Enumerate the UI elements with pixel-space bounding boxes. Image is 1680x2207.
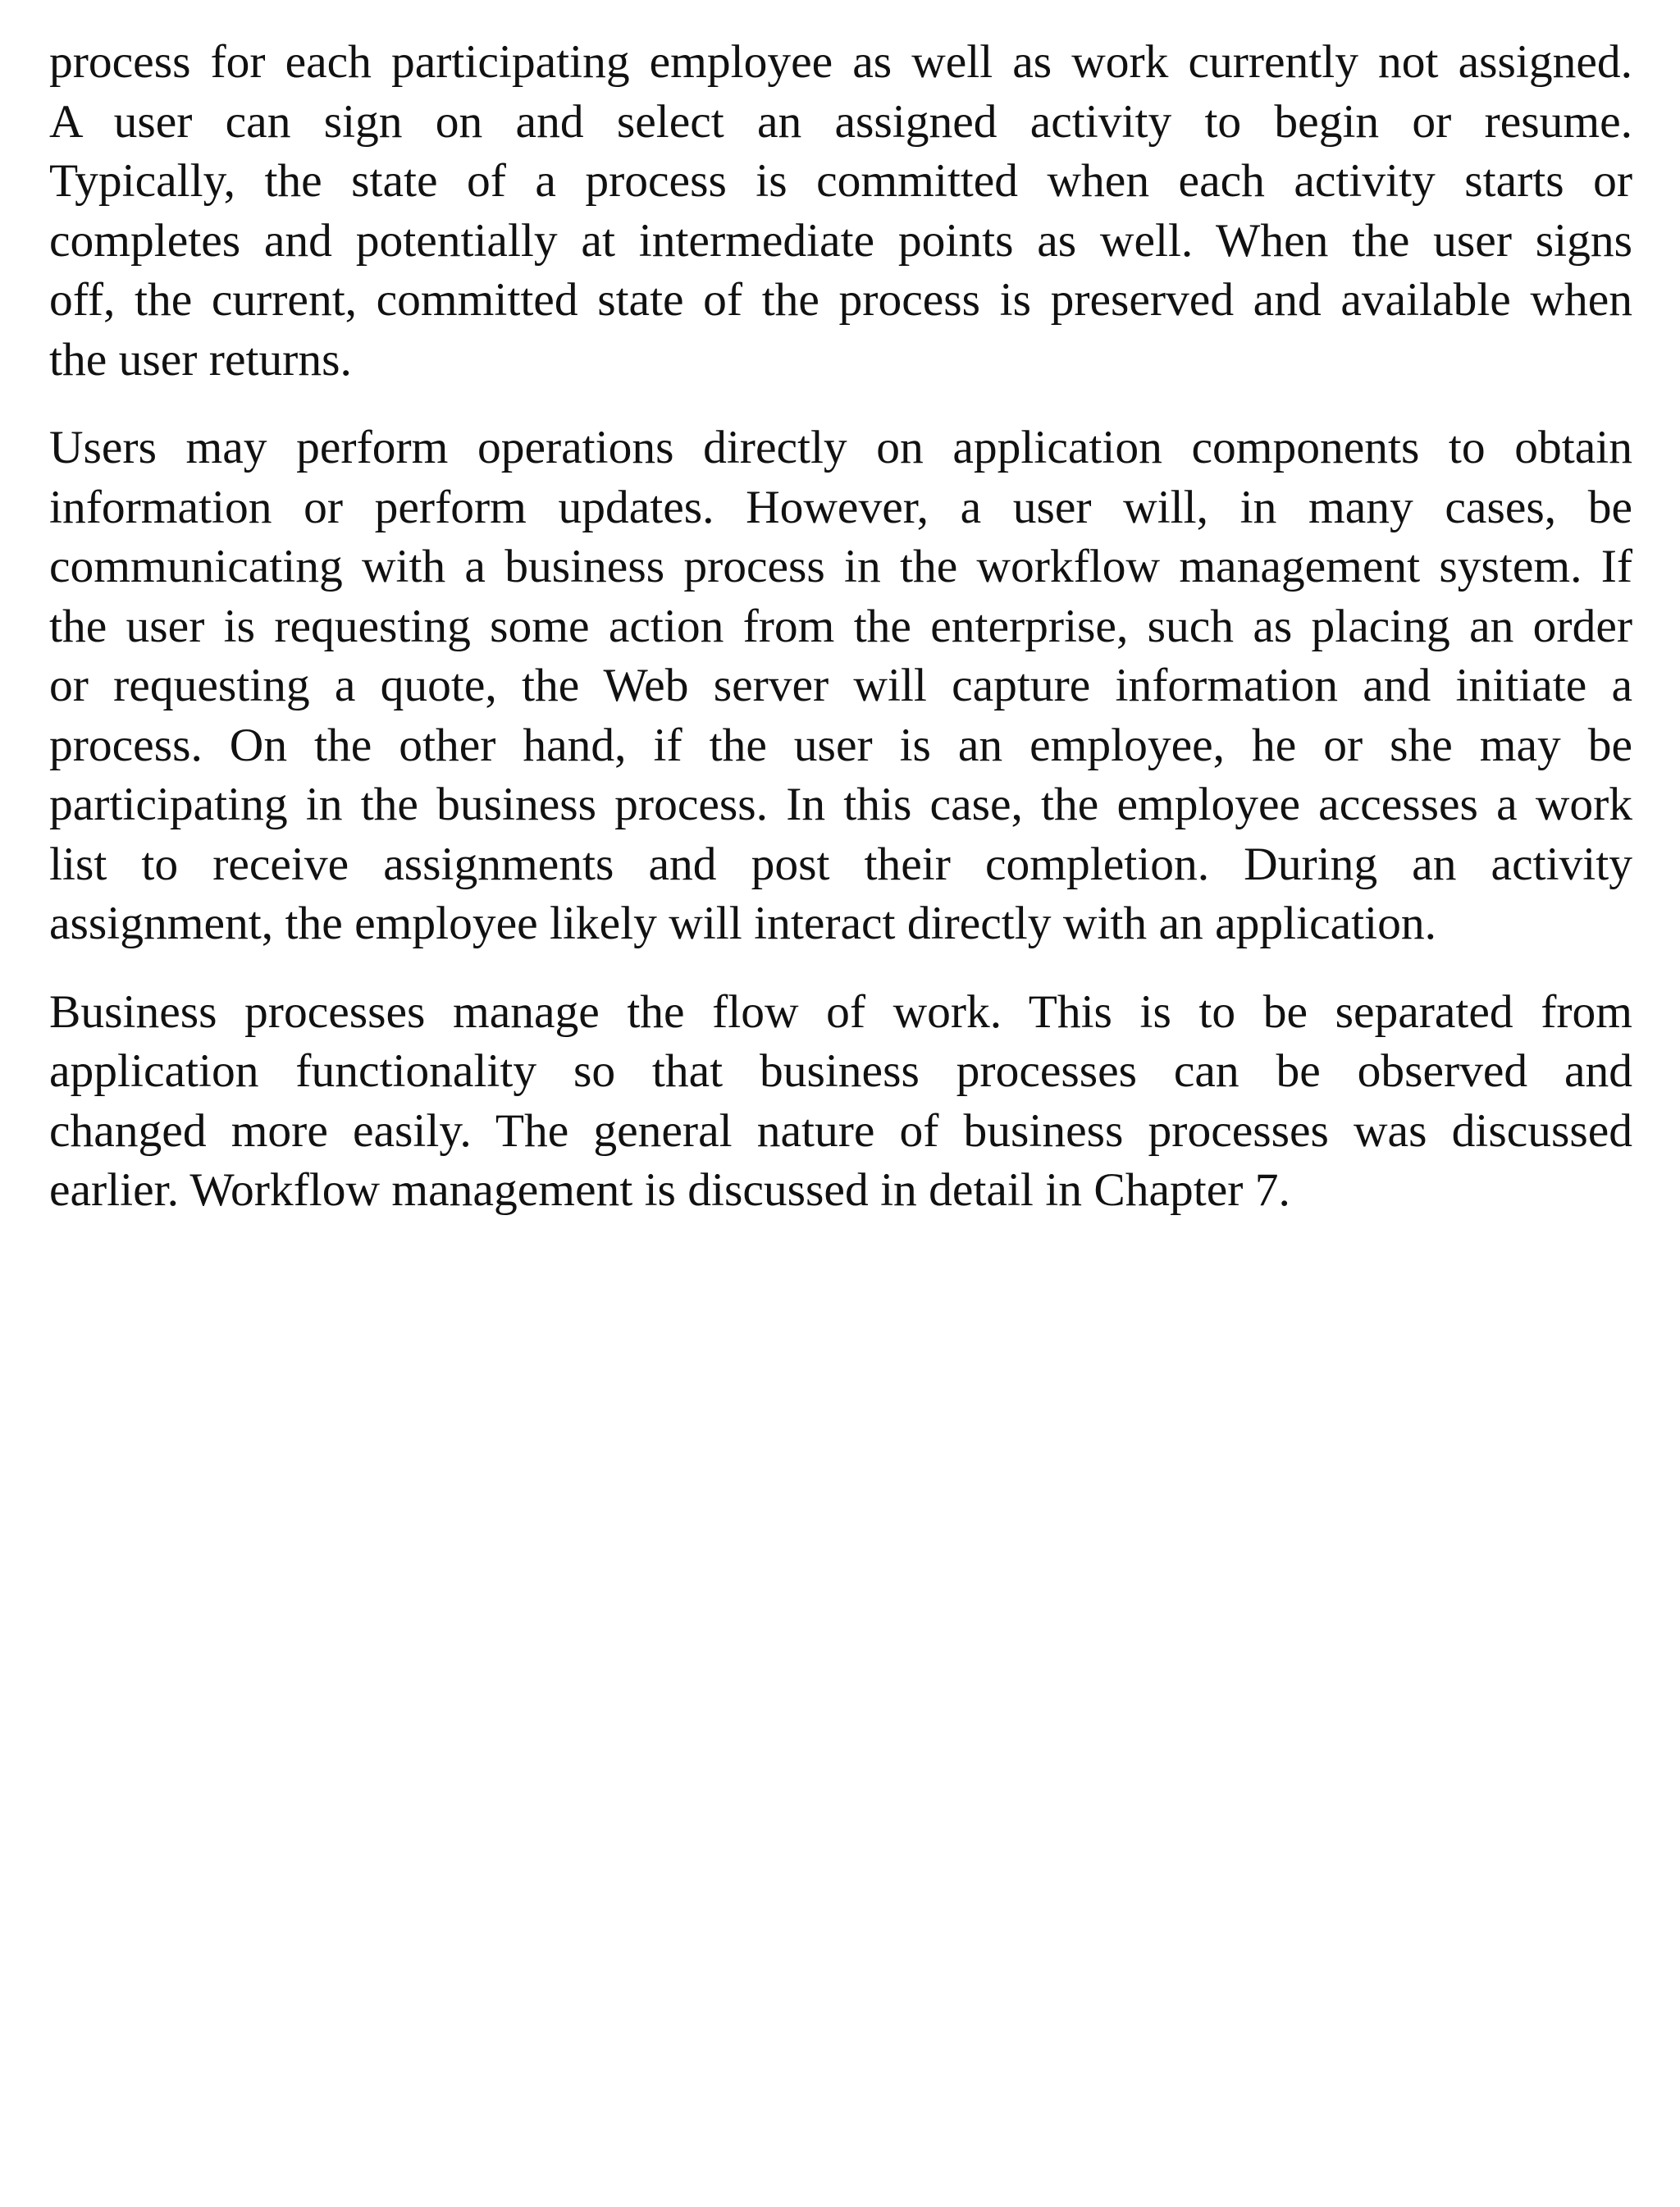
text-line: the user returns. [49,333,352,386]
text-line: Business processes manage the flow of work. This is to be separated from [49,985,1632,1038]
text-line: information or perform updates. However, a user will, in many cases, be [49,481,1632,533]
text-line: changed more easily. The general nature of business processes was discussed [49,1104,1632,1157]
paragraph-1 [49,33,1632,390]
text-line: earlier. Workflow management is discussed in detail in Chapter 7. [49,1164,1290,1216]
text-line: Users may perform operations directly on application components to obtain [49,422,1632,473]
text-line: assignment, the employee likely will interact directly with an application. [49,898,1436,949]
text-line: application functionality so that business processes can be observed and [49,1045,1632,1097]
text-line: off, the current, committed state of the process is preserved and available when [49,274,1632,326]
text-line: communicating with a business process in the workflow management system. If [49,541,1632,592]
paragraph-2 [49,418,1632,954]
text-line: or requesting a quote, the Web server will capture information and initiate a [49,660,1632,711]
text-line: the user is requesting some action from the enterprise, such as placing an order [49,600,1632,652]
text-line: list to receive assignments and post their completion. During an activity [49,838,1632,890]
text-line: process for each participating employee as well as work currently not assigned. [49,36,1632,88]
text-line: A user can sign on and select an assigned activity to begin or resume. [49,95,1632,148]
paragraph-3 [49,983,1632,1221]
document-page [49,33,1632,1221]
text-line: Typically, the state of a process is committed when each activity starts or [49,155,1632,207]
text-line: participating in the business process. In this case, the employee accesses a work [49,779,1632,830]
text-line: completes and potentially at intermediate points as well. When the user signs [49,214,1632,267]
text-line: process. On the other hand, if the user is an employee, he or she may be [49,719,1632,771]
